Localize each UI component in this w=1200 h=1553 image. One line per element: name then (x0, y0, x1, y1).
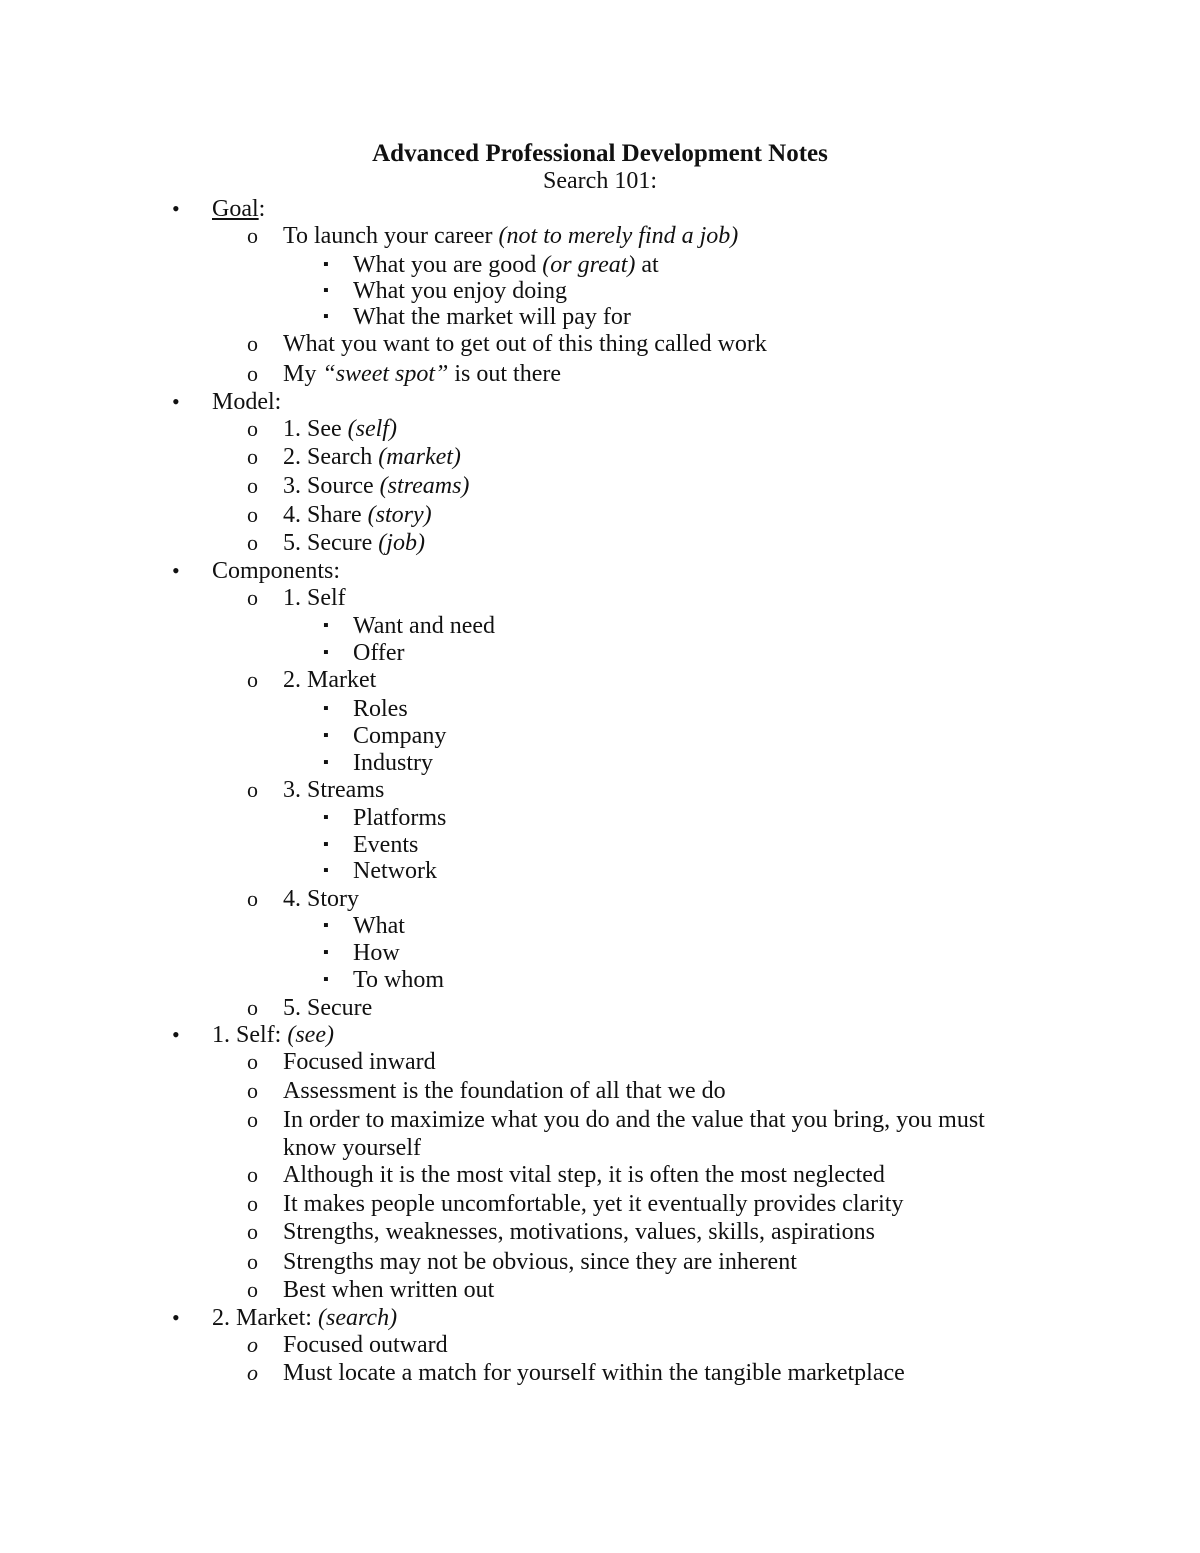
outline-item-level-3 (323, 277, 567, 305)
outline-text: How (353, 940, 400, 966)
outline-text: Assessment is the foundation of all that we do (283, 1078, 726, 1104)
outline-item-level-2 (247, 529, 425, 557)
outline-text: Focused inward (283, 1049, 436, 1075)
outline-item-level-3 (323, 939, 400, 967)
circle-marker: o (247, 995, 258, 1020)
outline-text: (story) (367, 502, 432, 528)
square-marker: ▪ (323, 917, 329, 934)
circle-marker: o (247, 667, 258, 692)
outline-item-level-3 (323, 804, 447, 832)
circle-marker: o (247, 1249, 258, 1274)
outline-item-level-2 (247, 1359, 905, 1387)
outline-item-level-1 (172, 388, 282, 416)
circle-marker: o (247, 585, 258, 610)
outline-text: 1. Self: (212, 1022, 288, 1048)
outline-text: Offer (353, 640, 405, 666)
outline-item-level-3 (323, 303, 631, 331)
bullet-marker: • (172, 196, 180, 221)
outline-item-level-2 (247, 501, 432, 529)
outline-text: (or great) (542, 252, 636, 278)
square-marker: ▪ (323, 282, 329, 299)
circle-marker: o (247, 1162, 258, 1187)
outline-text: 2. Market (283, 667, 377, 693)
outline-text: (market) (378, 444, 461, 470)
outline-item-level-2 (247, 415, 397, 443)
outline-item-level-2 (247, 994, 373, 1022)
circle-marker: o (247, 1107, 258, 1132)
outline-item-level-2 (247, 360, 562, 388)
circle-marker: o (247, 530, 258, 555)
outline-text: In order to maximize what you do and the value that you bring, you must know yourself (283, 1107, 985, 1161)
outline-item-level-3 (323, 251, 659, 279)
circle-marker: o (247, 1360, 258, 1385)
square-marker: ▪ (323, 862, 329, 879)
outline-text: 3. Streams (283, 777, 385, 803)
outline-text: What you are good (353, 252, 543, 278)
outline-text: 1. See (283, 416, 348, 442)
outline-text: 5. Secure (283, 995, 373, 1021)
outline-text: What you want to get out of this thing called work (283, 331, 767, 357)
outline-item-level-2 (247, 1190, 904, 1218)
square-marker: ▪ (323, 256, 329, 273)
outline-text: (streams) (379, 473, 470, 499)
outline-text: 2. Market: (212, 1305, 318, 1331)
square-marker: ▪ (323, 809, 329, 826)
outline-text: Company (353, 723, 447, 749)
outline-item-level-3 (323, 857, 437, 885)
square-marker: ▪ (323, 727, 329, 744)
outline-text: Want and need (353, 613, 496, 639)
outline-text: Roles (353, 696, 408, 722)
outline-item-level-2 (247, 222, 739, 250)
outline-text: Although it is the most vital step, it is often the most neglected (283, 1162, 885, 1188)
outline-text: What you enjoy doing (353, 278, 567, 304)
outline-text: Strengths may not be obvious, since they are inherent (283, 1249, 797, 1275)
circle-marker: o (247, 331, 258, 356)
outline-text: 1. Self (283, 585, 346, 611)
outline-item-level-2 (247, 776, 385, 804)
outline-item-level-1 (172, 557, 341, 585)
outline-item-level-3 (323, 639, 405, 667)
outline-text: Best when written out (283, 1277, 495, 1303)
outline-text: My (283, 361, 323, 387)
outline-text: To launch your career (283, 223, 499, 249)
outline-text: is out there (448, 361, 562, 387)
square-marker: ▪ (323, 308, 329, 325)
outline-item-level-3 (323, 749, 433, 777)
circle-marker: o (247, 777, 258, 802)
outline-item-level-3 (323, 831, 419, 859)
square-marker: ▪ (323, 700, 329, 717)
outline-item-level-2 (247, 666, 377, 694)
outline-text: (not to merely find a job) (498, 223, 739, 249)
outline-text: To whom (353, 967, 444, 993)
circle-marker: o (247, 1049, 258, 1074)
outline-text: 4. Story (283, 886, 360, 912)
bullet-marker: • (172, 389, 180, 414)
document-subtitle: Search 101: (543, 168, 657, 194)
outline-text: It makes people uncomfortable, yet it eventually provides clarity (283, 1191, 904, 1217)
outline-item-level-3 (323, 966, 444, 994)
outline-text: (search) (317, 1305, 398, 1331)
outline-text: Components: (212, 558, 341, 584)
outline-text: 4. Share (283, 502, 368, 528)
outline-item-level-2 (247, 443, 461, 471)
circle-marker: o (247, 223, 258, 248)
outline-item-level-3 (323, 695, 408, 723)
outline-item-level-2 (247, 472, 470, 500)
outline-text: “sweet spot” (322, 361, 449, 387)
outline-item-level-3 (323, 612, 496, 640)
outline-text: 3. Source (283, 473, 380, 499)
square-marker: ▪ (323, 644, 329, 661)
circle-marker: o (247, 886, 258, 911)
outline-item-level-1 (172, 1304, 398, 1332)
outline-text: Network (353, 858, 437, 884)
outline-item-level-2 (247, 584, 346, 612)
circle-marker: o (247, 361, 258, 386)
circle-marker: o (247, 1219, 258, 1244)
outline-item-level-2 (247, 330, 767, 358)
circle-marker: o (247, 1078, 258, 1103)
outline-text: 2. Search (283, 444, 379, 470)
circle-marker: o (247, 1191, 258, 1216)
bullet-marker: • (172, 558, 180, 583)
circle-marker: o (247, 473, 258, 498)
outline-text: (job) (378, 530, 425, 556)
outline-text: Must locate a match for yourself within the tangible marketplace (283, 1360, 905, 1386)
outline-item-level-2 (247, 1048, 436, 1076)
outline-text: at (635, 252, 659, 278)
outline-text: (see) (287, 1022, 334, 1048)
bullet-marker: • (172, 1022, 180, 1047)
outline-text: 5. Secure (283, 530, 379, 556)
square-marker: ▪ (323, 617, 329, 634)
outline-item-level-1 (172, 195, 266, 223)
square-marker: ▪ (323, 836, 329, 853)
document-title: Advanced Professional Development Notes (372, 140, 828, 167)
bullet-marker: • (172, 1305, 180, 1330)
outline-text: What (353, 913, 405, 939)
outline-item-level-2 (247, 885, 360, 913)
outline-text: Industry (353, 750, 433, 776)
outline-item-level-2 (247, 1248, 797, 1276)
outline-item-level-1 (172, 1021, 334, 1049)
outline-text: Platforms (353, 805, 447, 831)
circle-marker: o (247, 416, 258, 441)
outline-text: Events (353, 832, 419, 858)
square-marker: ▪ (323, 754, 329, 771)
outline-item-level-3 (323, 722, 447, 750)
outline-item-level-2 (247, 1276, 495, 1304)
outline-text: : (258, 196, 266, 222)
circle-marker: o (247, 502, 258, 527)
outline-item-level-2 (247, 1161, 885, 1189)
outline-text: What the market will pay for (353, 304, 631, 330)
outline-text: Goal (212, 196, 259, 222)
outline-text: Strengths, weaknesses, motivations, values, skills, aspirations (283, 1219, 875, 1245)
outline-text: Model: (212, 389, 282, 415)
circle-marker: o (247, 1332, 258, 1357)
outline-text: (self) (347, 416, 397, 442)
outline-item-level-2 (247, 1077, 726, 1105)
square-marker: ▪ (323, 971, 329, 988)
outline-text: Focused outward (283, 1332, 448, 1358)
outline-item-level-2 (247, 1106, 1043, 1162)
outline-item-level-2 (247, 1331, 448, 1359)
outline-item-level-2 (247, 1218, 875, 1246)
circle-marker: o (247, 1277, 258, 1302)
square-marker: ▪ (323, 944, 329, 961)
outline-item-level-3 (323, 912, 405, 940)
circle-marker: o (247, 444, 258, 469)
